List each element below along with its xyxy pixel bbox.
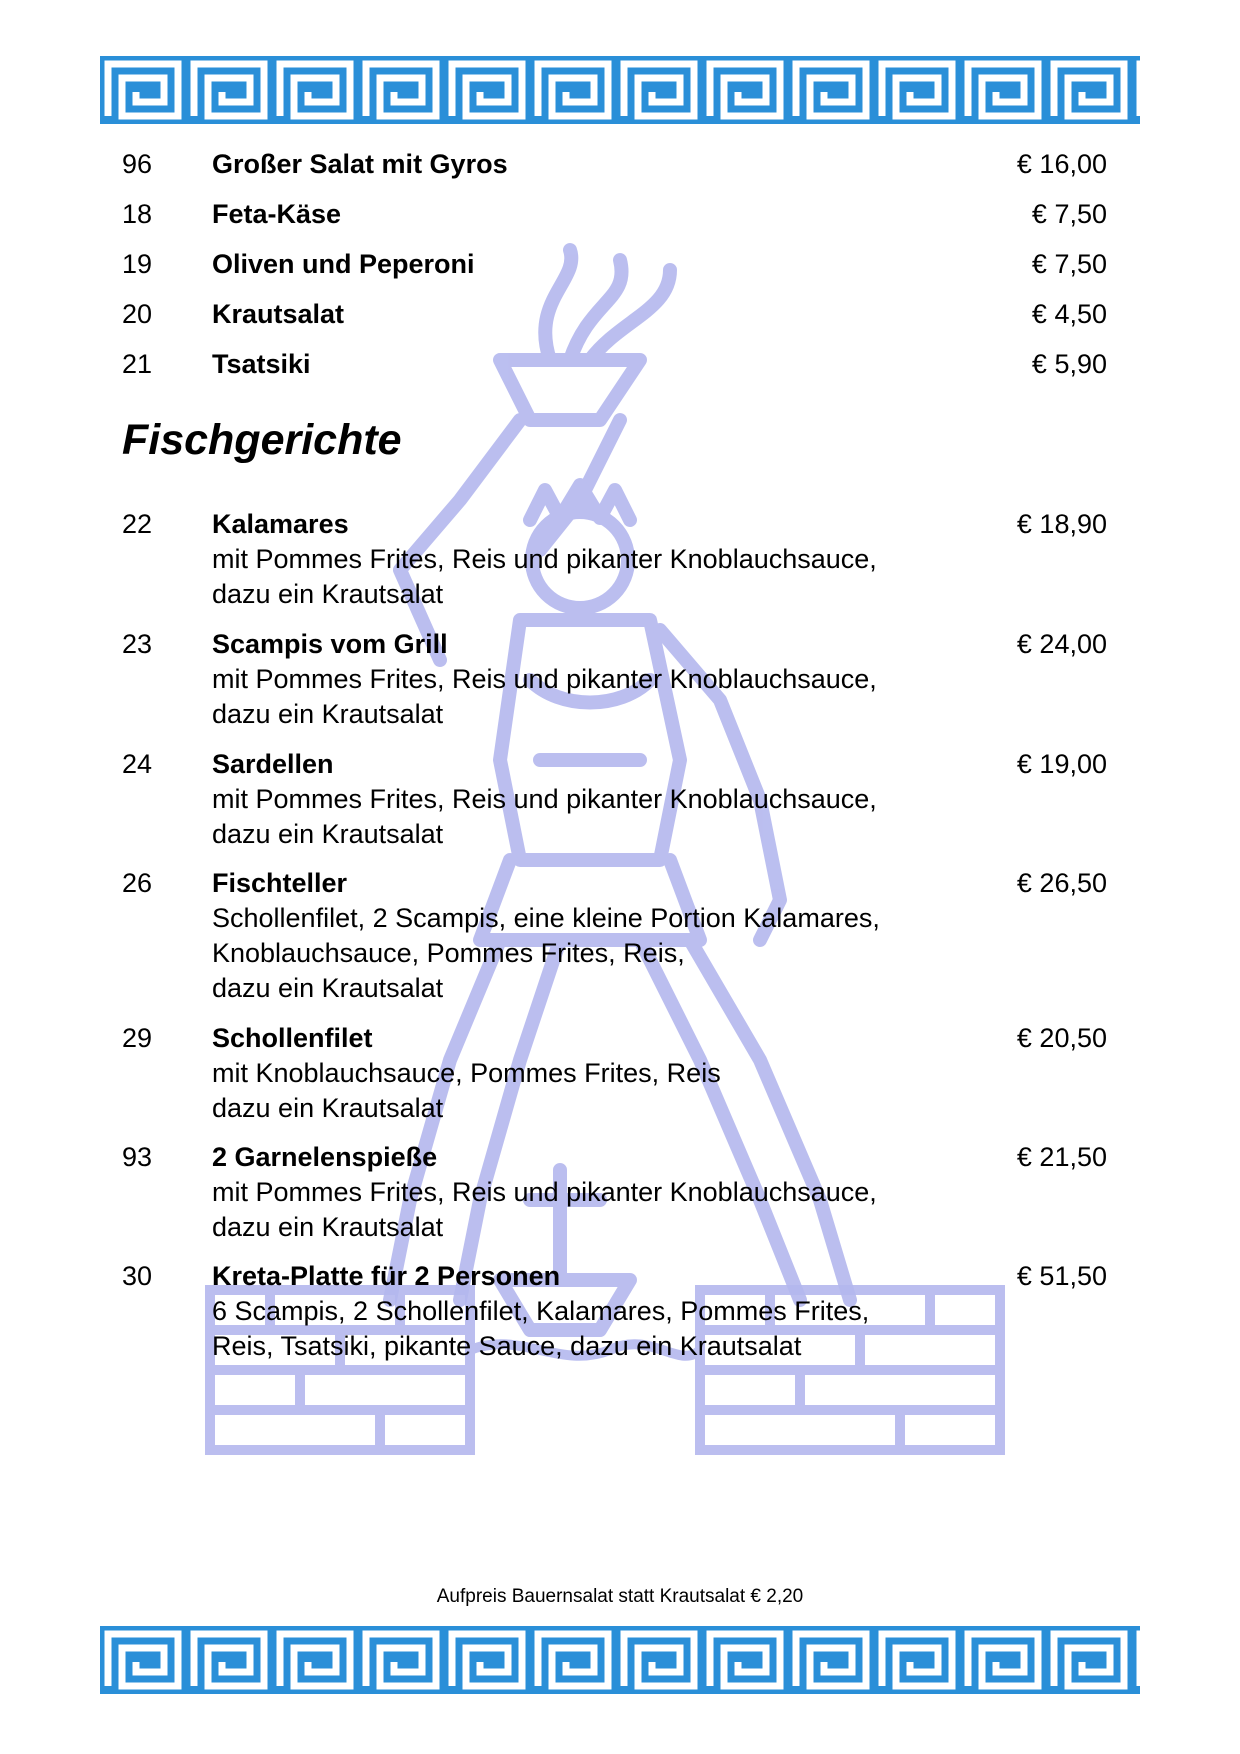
description-line: Schollenfilet, 2 Scampis, eine kleine Portion Kalamares, bbox=[212, 903, 880, 933]
item-name: Großer Salat mit Gyros bbox=[212, 149, 508, 179]
item-name: Oliven und Peperoni bbox=[212, 249, 475, 279]
item-name: Kalamares bbox=[212, 509, 349, 539]
item-description bbox=[212, 542, 877, 612]
item-description bbox=[212, 901, 880, 1006]
description-line: dazu ein Krautsalat bbox=[212, 699, 444, 729]
description-line: mit Pommes Frites, Reis und pikanter Knoblauchsauce, bbox=[212, 1177, 877, 1207]
description-line: dazu ein Krautsalat bbox=[212, 973, 444, 1003]
item-description bbox=[212, 662, 877, 732]
item-name: Krautsalat bbox=[212, 299, 345, 329]
item-number: 18 bbox=[122, 199, 153, 229]
item-price: € 24,00 bbox=[1016, 629, 1107, 659]
item-price: € 18,90 bbox=[1016, 509, 1107, 539]
item-price: € 16,00 bbox=[1016, 149, 1107, 179]
item-price: € 5,90 bbox=[1031, 349, 1107, 379]
section-title-fischgerichte: Fischgerichte bbox=[122, 416, 402, 464]
item-price: € 19,00 bbox=[1016, 749, 1107, 779]
item-price: € 4,50 bbox=[1031, 299, 1107, 329]
item-description bbox=[212, 1294, 869, 1364]
item-number: 96 bbox=[122, 149, 153, 179]
item-name: Fischteller bbox=[212, 868, 348, 898]
greek-key-border-bottom bbox=[100, 1626, 1140, 1694]
item-number: 22 bbox=[122, 509, 153, 539]
item-number: 20 bbox=[122, 299, 153, 329]
item-name: Kreta-Platte für 2 Personen bbox=[212, 1261, 561, 1291]
description-line: Knoblauchsauce, Pommes Frites, Reis, bbox=[212, 938, 685, 968]
item-description bbox=[212, 1056, 721, 1126]
item-name: 2 Garnelenspieße bbox=[212, 1142, 438, 1172]
item-price: € 51,50 bbox=[1016, 1261, 1107, 1291]
description-line: dazu ein Krautsalat bbox=[212, 579, 444, 609]
description-line: dazu ein Krautsalat bbox=[212, 819, 444, 849]
item-name: Scampis vom Grill bbox=[212, 629, 448, 659]
greek-key-border-top bbox=[100, 56, 1140, 124]
item-number: 29 bbox=[122, 1023, 153, 1053]
item-name: Feta-Käse bbox=[212, 199, 342, 229]
item-price: € 21,50 bbox=[1016, 1142, 1107, 1172]
item-number: 30 bbox=[122, 1261, 153, 1291]
item-description bbox=[212, 782, 877, 852]
item-name: Schollenfilet bbox=[212, 1023, 373, 1053]
description-line: dazu ein Krautsalat bbox=[212, 1093, 444, 1123]
item-number: 23 bbox=[122, 629, 153, 659]
description-line: mit Pommes Frites, Reis und pikanter Knoblauchsauce, bbox=[212, 784, 877, 814]
item-price: € 26,50 bbox=[1016, 868, 1107, 898]
item-number: 24 bbox=[122, 749, 153, 779]
item-description bbox=[212, 1175, 877, 1245]
item-price: € 7,50 bbox=[1031, 249, 1107, 279]
description-line: mit Pommes Frites, Reis und pikanter Knoblauchsauce, bbox=[212, 544, 877, 574]
surcharge-note: Aufpreis Bauernsalat statt Krautsalat € 2,20 bbox=[436, 1586, 804, 1607]
item-price: € 20,50 bbox=[1016, 1023, 1107, 1053]
description-line: Reis, Tsatsiki, pikante Sauce, dazu ein Krautsalat bbox=[212, 1331, 802, 1361]
description-line: 6 Scampis, 2 Schollenfilet, Kalamares, Pommes Frites, bbox=[212, 1296, 870, 1326]
item-name: Tsatsiki bbox=[212, 349, 311, 379]
item-number: 19 bbox=[122, 249, 153, 279]
item-name: Sardellen bbox=[212, 749, 334, 779]
item-number: 26 bbox=[122, 868, 153, 898]
description-line: mit Knoblauchsauce, Pommes Frites, Reis bbox=[212, 1058, 721, 1088]
item-number: 93 bbox=[122, 1142, 153, 1172]
description-line: mit Pommes Frites, Reis und pikanter Knoblauchsauce, bbox=[212, 664, 877, 694]
item-number: 21 bbox=[122, 349, 153, 379]
item-price: € 7,50 bbox=[1031, 199, 1107, 229]
description-line: dazu ein Krautsalat bbox=[212, 1212, 444, 1242]
